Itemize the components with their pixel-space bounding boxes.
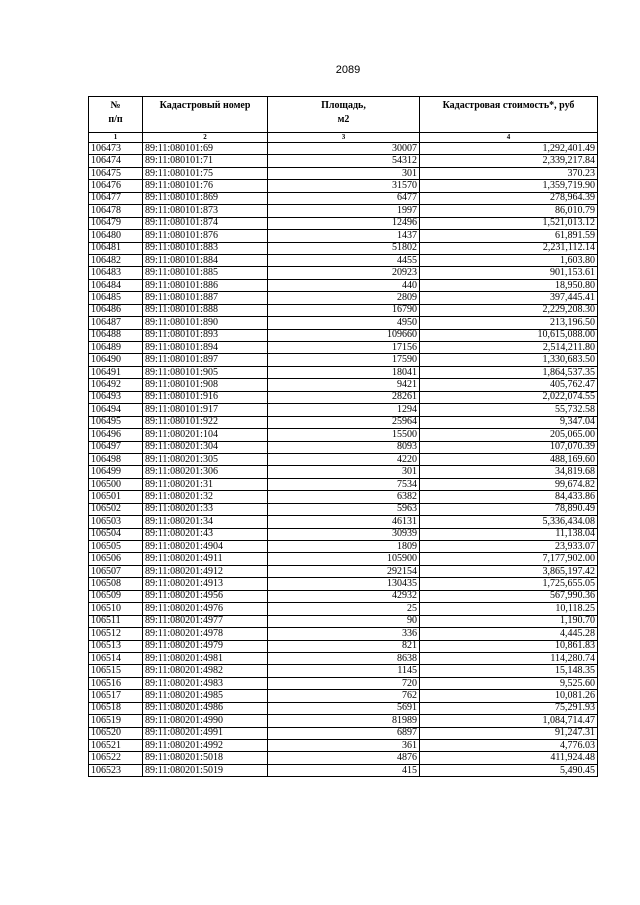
- row-index-cell: 106523: [89, 764, 143, 776]
- header-col-number-4: 4: [420, 133, 598, 143]
- row-index-cell: 106512: [89, 628, 143, 640]
- row-index-cell: 106521: [89, 740, 143, 752]
- header-area: Площадь, м2: [268, 97, 420, 133]
- table-row: [89, 491, 598, 503]
- cadastral-number-cell: 89:11:080101:888: [143, 304, 268, 316]
- cadastral-number-cell: 89:11:080201:4976: [143, 603, 268, 615]
- cost-cell: 84,433.86: [420, 491, 598, 503]
- row-index-cell: 106494: [89, 404, 143, 416]
- cost-cell: 78,890.49: [420, 503, 598, 515]
- table-row: [89, 180, 598, 192]
- row-index-cell: 106474: [89, 155, 143, 167]
- table-row: [89, 528, 598, 540]
- cost-cell: 4,445.28: [420, 628, 598, 640]
- table-row: [89, 565, 598, 577]
- cost-cell: 86,010.79: [420, 205, 598, 217]
- cost-cell: 901,153.61: [420, 267, 598, 279]
- header-col-number-2: 2: [143, 133, 268, 143]
- row-index-cell: 106492: [89, 379, 143, 391]
- row-index-cell: 106510: [89, 603, 143, 615]
- cost-cell: 9,525.60: [420, 677, 598, 689]
- cadastral-number-cell: 89:11:080201:4981: [143, 652, 268, 664]
- cadastral-number-cell: 89:11:080201:32: [143, 491, 268, 503]
- cost-cell: 114,280.74: [420, 652, 598, 664]
- cadastral-number-cell: 89:11:080101:883: [143, 242, 268, 254]
- table-row: [89, 727, 598, 739]
- row-index-cell: 106483: [89, 267, 143, 279]
- cadastral-number-cell: 89:11:080101:75: [143, 167, 268, 179]
- cost-cell: 5,336,434.08: [420, 516, 598, 528]
- area-cell: 90: [268, 615, 420, 627]
- area-cell: 5963: [268, 503, 420, 515]
- cost-cell: 1,521,013.12: [420, 217, 598, 229]
- row-index-cell: 106476: [89, 180, 143, 192]
- area-cell: 17590: [268, 354, 420, 366]
- cadastral-number-cell: 89:11:080201:34: [143, 516, 268, 528]
- table-row: [89, 366, 598, 378]
- cost-cell: 405,762.47: [420, 379, 598, 391]
- cost-cell: 488,169.60: [420, 453, 598, 465]
- cost-cell: 107,070.39: [420, 441, 598, 453]
- table-row: [89, 391, 598, 403]
- area-cell: 28261: [268, 391, 420, 403]
- area-cell: 415: [268, 764, 420, 776]
- cadastral-number-cell: 89:11:080101:873: [143, 205, 268, 217]
- area-cell: 6477: [268, 192, 420, 204]
- table-row: [89, 416, 598, 428]
- cadastral-number-cell: 89:11:080101:917: [143, 404, 268, 416]
- area-cell: 1997: [268, 205, 420, 217]
- row-index-cell: 106520: [89, 727, 143, 739]
- cadastral-number-cell: 89:11:080201:4983: [143, 677, 268, 689]
- cost-cell: 75,291.93: [420, 702, 598, 714]
- row-index-cell: 106495: [89, 416, 143, 428]
- cost-cell: 91,247.31: [420, 727, 598, 739]
- cost-cell: 5,490.45: [420, 764, 598, 776]
- row-index-cell: 106519: [89, 715, 143, 727]
- area-cell: 292154: [268, 565, 420, 577]
- area-cell: 25: [268, 603, 420, 615]
- table-row: [89, 304, 598, 316]
- row-index-cell: 106475: [89, 167, 143, 179]
- cadastral-number-cell: 89:11:080201:43: [143, 528, 268, 540]
- cost-cell: 10,118.25: [420, 603, 598, 615]
- row-index-cell: 106515: [89, 665, 143, 677]
- area-cell: 4950: [268, 317, 420, 329]
- table-row: [89, 752, 598, 764]
- area-cell: 1145: [268, 665, 420, 677]
- area-cell: 109660: [268, 329, 420, 341]
- table-row: [89, 429, 598, 441]
- area-cell: 15500: [268, 429, 420, 441]
- row-index-cell: 106507: [89, 565, 143, 577]
- row-index-cell: 106522: [89, 752, 143, 764]
- cost-cell: 205,065.00: [420, 429, 598, 441]
- table-row: [89, 578, 598, 590]
- area-cell: 7534: [268, 478, 420, 490]
- area-cell: 1809: [268, 541, 420, 553]
- cadastral-number-cell: 89:11:080201:305: [143, 453, 268, 465]
- table-row: [89, 466, 598, 478]
- cadastral-number-cell: 89:11:080201:4986: [143, 702, 268, 714]
- cadastral-number-cell: 89:11:080201:4978: [143, 628, 268, 640]
- cost-cell: 15,148.35: [420, 665, 598, 677]
- cadastral-number-cell: 89:11:080201:4911: [143, 553, 268, 565]
- cadastral-number-cell: 89:11:080201:4913: [143, 578, 268, 590]
- cadastral-number-cell: 89:11:080201:33: [143, 503, 268, 515]
- cost-cell: 1,330,683.50: [420, 354, 598, 366]
- row-index-cell: 106473: [89, 143, 143, 155]
- row-index-cell: 106491: [89, 366, 143, 378]
- table-row: [89, 628, 598, 640]
- row-index-cell: 106489: [89, 342, 143, 354]
- area-cell: 46131: [268, 516, 420, 528]
- area-cell: 2809: [268, 292, 420, 304]
- area-cell: 821: [268, 640, 420, 652]
- header-cadastral-number: Кадастровый номер: [143, 97, 268, 133]
- row-index-cell: 106505: [89, 541, 143, 553]
- cost-cell: 1,864,537.35: [420, 366, 598, 378]
- cost-cell: 370.23: [420, 167, 598, 179]
- row-index-cell: 106509: [89, 590, 143, 602]
- row-index-cell: 106490: [89, 354, 143, 366]
- table-row: [89, 665, 598, 677]
- area-cell: 42932: [268, 590, 420, 602]
- cost-cell: 10,615,088.00: [420, 329, 598, 341]
- table-row: [89, 267, 598, 279]
- row-index-cell: 106508: [89, 578, 143, 590]
- cadastral-number-cell: 89:11:080101:69: [143, 143, 268, 155]
- table-row: [89, 677, 598, 689]
- cost-cell: 2,229,208.30: [420, 304, 598, 316]
- cadastral-number-cell: 89:11:080201:4982: [143, 665, 268, 677]
- row-index-cell: 106498: [89, 453, 143, 465]
- area-cell: 20923: [268, 267, 420, 279]
- cadastral-number-cell: 89:11:080101:887: [143, 292, 268, 304]
- cadastral-number-cell: 89:11:080201:4904: [143, 541, 268, 553]
- row-index-cell: 106485: [89, 292, 143, 304]
- cadastral-number-cell: 89:11:080101:869: [143, 192, 268, 204]
- row-index-cell: 106487: [89, 317, 143, 329]
- row-index-cell: 106500: [89, 478, 143, 490]
- table-row: [89, 354, 598, 366]
- cost-cell: 11,138.04: [420, 528, 598, 540]
- header-col-number-3: 3: [268, 133, 420, 143]
- cost-cell: 567,990.36: [420, 590, 598, 602]
- cadastral-number-cell: 89:11:080101:897: [143, 354, 268, 366]
- table-row: [89, 690, 598, 702]
- table-row: [89, 615, 598, 627]
- area-cell: 5691: [268, 702, 420, 714]
- cadastral-number-cell: 89:11:080101:890: [143, 317, 268, 329]
- area-cell: 301: [268, 167, 420, 179]
- row-index-cell: 106499: [89, 466, 143, 478]
- table-row: [89, 441, 598, 453]
- cadastral-number-cell: 89:11:080201:4979: [143, 640, 268, 652]
- row-index-cell: 106511: [89, 615, 143, 627]
- cost-cell: 23,933.07: [420, 541, 598, 553]
- table-row: [89, 205, 598, 217]
- cadastral-number-cell: 89:11:080201:4990: [143, 715, 268, 727]
- table-row: [89, 242, 598, 254]
- area-cell: 6897: [268, 727, 420, 739]
- table-row: [89, 317, 598, 329]
- cost-cell: 1,084,714.47: [420, 715, 598, 727]
- cost-cell: 2,022,074.55: [420, 391, 598, 403]
- table-row: [89, 590, 598, 602]
- cadastral-number-cell: 89:11:080201:4912: [143, 565, 268, 577]
- cadastral-number-cell: 89:11:080101:893: [143, 329, 268, 341]
- cost-cell: 10,081.26: [420, 690, 598, 702]
- row-index-cell: 106516: [89, 677, 143, 689]
- header-col-number-1: 1: [89, 133, 143, 143]
- cost-cell: 2,339,217.84: [420, 155, 598, 167]
- area-cell: 30939: [268, 528, 420, 540]
- cadastral-number-cell: 89:11:080201:4991: [143, 727, 268, 739]
- row-index-cell: 106518: [89, 702, 143, 714]
- cost-cell: 9,347.04: [420, 416, 598, 428]
- area-cell: 16790: [268, 304, 420, 316]
- area-cell: 6382: [268, 491, 420, 503]
- cost-cell: 1,190.70: [420, 615, 598, 627]
- row-index-cell: 106486: [89, 304, 143, 316]
- row-index-cell: 106481: [89, 242, 143, 254]
- area-cell: 8093: [268, 441, 420, 453]
- table-body: [89, 143, 598, 777]
- cadastral-number-cell: 89:11:080201:5019: [143, 764, 268, 776]
- cadastral-number-cell: 89:11:080201:4977: [143, 615, 268, 627]
- row-index-cell: 106501: [89, 491, 143, 503]
- area-cell: 31570: [268, 180, 420, 192]
- table-row: [89, 342, 598, 354]
- cadastral-number-cell: 89:11:080201:5018: [143, 752, 268, 764]
- area-cell: 9421: [268, 379, 420, 391]
- row-index-cell: 106517: [89, 690, 143, 702]
- area-cell: 4220: [268, 453, 420, 465]
- cadastral-number-cell: 89:11:080101:916: [143, 391, 268, 403]
- cost-cell: 4,776.03: [420, 740, 598, 752]
- cost-cell: 2,231,112.14: [420, 242, 598, 254]
- header-index-no: № п/п: [89, 97, 143, 133]
- area-cell: 762: [268, 690, 420, 702]
- area-cell: 81989: [268, 715, 420, 727]
- cadastral-number-cell: 89:11:080201:4956: [143, 590, 268, 602]
- table-row: [89, 652, 598, 664]
- cost-cell: 18,950.80: [420, 279, 598, 291]
- row-index-cell: 106478: [89, 205, 143, 217]
- cadastral-number-cell: 89:11:080101:71: [143, 155, 268, 167]
- area-cell: 105900: [268, 553, 420, 565]
- table-row: [89, 764, 598, 776]
- row-index-cell: 106493: [89, 391, 143, 403]
- table-row: [89, 192, 598, 204]
- cadastral-number-cell: 89:11:080201:304: [143, 441, 268, 453]
- table-row: [89, 541, 598, 553]
- table-row: [89, 217, 598, 229]
- cadastral-number-cell: 89:11:080101:76: [143, 180, 268, 192]
- row-index-cell: 106506: [89, 553, 143, 565]
- table-row: [89, 553, 598, 565]
- cost-cell: 1,725,655.05: [420, 578, 598, 590]
- cadastral-number-cell: 89:11:080201:4992: [143, 740, 268, 752]
- table-row: [89, 516, 598, 528]
- table-row: [89, 715, 598, 727]
- cost-cell: 213,196.50: [420, 317, 598, 329]
- table-row: [89, 279, 598, 291]
- area-cell: 361: [268, 740, 420, 752]
- area-cell: 30007: [268, 143, 420, 155]
- table-row: [89, 155, 598, 167]
- area-cell: 25964: [268, 416, 420, 428]
- cost-cell: 2,514,211.80: [420, 342, 598, 354]
- table-row: [89, 404, 598, 416]
- area-cell: 1437: [268, 230, 420, 242]
- cadastral-number-cell: 89:11:080201:306: [143, 466, 268, 478]
- cadastral-number-cell: 89:11:080101:894: [143, 342, 268, 354]
- table-row: [89, 329, 598, 341]
- row-index-cell: 106497: [89, 441, 143, 453]
- cost-cell: 55,732.58: [420, 404, 598, 416]
- area-cell: 8638: [268, 652, 420, 664]
- cadastral-number-cell: 89:11:080101:905: [143, 366, 268, 378]
- area-cell: 4876: [268, 752, 420, 764]
- table-row: [89, 143, 598, 155]
- area-cell: 1294: [268, 404, 420, 416]
- cadastral-number-cell: 89:11:080101:886: [143, 279, 268, 291]
- cost-cell: 397,445.41: [420, 292, 598, 304]
- area-cell: 17156: [268, 342, 420, 354]
- row-index-cell: 106482: [89, 254, 143, 266]
- area-cell: 130435: [268, 578, 420, 590]
- row-index-cell: 106484: [89, 279, 143, 291]
- row-index-cell: 106514: [89, 652, 143, 664]
- row-index-cell: 106513: [89, 640, 143, 652]
- area-cell: 18041: [268, 366, 420, 378]
- area-cell: 301: [268, 466, 420, 478]
- table-row: [89, 230, 598, 242]
- cadastral-number-cell: 89:11:080101:884: [143, 254, 268, 266]
- row-index-cell: 106502: [89, 503, 143, 515]
- table-row: [89, 292, 598, 304]
- cost-cell: 7,177,902.00: [420, 553, 598, 565]
- table-row: [89, 254, 598, 266]
- table-row: [89, 478, 598, 490]
- page-number: 2089: [335, 64, 361, 76]
- table-row: [89, 603, 598, 615]
- cost-cell: 34,819.68: [420, 466, 598, 478]
- area-cell: 12496: [268, 217, 420, 229]
- row-index-cell: 106504: [89, 528, 143, 540]
- cost-cell: 411,924.48: [420, 752, 598, 764]
- row-index-cell: 106480: [89, 230, 143, 242]
- area-cell: 51802: [268, 242, 420, 254]
- cost-cell: 3,865,197.42: [420, 565, 598, 577]
- header-cadastral-cost: Кадастровая стоимость*, руб: [420, 97, 598, 133]
- cadastral-number-cell: 89:11:080101:876: [143, 230, 268, 242]
- cadastral-number-cell: 89:11:080101:885: [143, 267, 268, 279]
- cost-cell: 61,891.59: [420, 230, 598, 242]
- area-cell: 4455: [268, 254, 420, 266]
- table-row: [89, 167, 598, 179]
- table-row: [89, 740, 598, 752]
- row-index-cell: 106479: [89, 217, 143, 229]
- cadastral-number-cell: 89:11:080201:4985: [143, 690, 268, 702]
- cost-cell: 278,964.39: [420, 192, 598, 204]
- cadastral-number-cell: 89:11:080201:31: [143, 478, 268, 490]
- table-row: [89, 702, 598, 714]
- cost-cell: 1,603.80: [420, 254, 598, 266]
- row-index-cell: 106477: [89, 192, 143, 204]
- table-row: [89, 640, 598, 652]
- area-cell: 440: [268, 279, 420, 291]
- cadastral-table: [88, 96, 598, 777]
- cadastral-number-cell: 89:11:080201:104: [143, 429, 268, 441]
- cost-cell: 1,359,719.90: [420, 180, 598, 192]
- table-row: [89, 503, 598, 515]
- cost-cell: 1,292,401.49: [420, 143, 598, 155]
- cadastral-number-cell: 89:11:080101:922: [143, 416, 268, 428]
- row-index-cell: 106488: [89, 329, 143, 341]
- row-index-cell: 106503: [89, 516, 143, 528]
- cadastral-number-cell: 89:11:080101:874: [143, 217, 268, 229]
- table-row: [89, 379, 598, 391]
- area-cell: 54312: [268, 155, 420, 167]
- cost-cell: 99,674.82: [420, 478, 598, 490]
- area-cell: 336: [268, 628, 420, 640]
- cadastral-number-cell: 89:11:080101:908: [143, 379, 268, 391]
- area-cell: 720: [268, 677, 420, 689]
- row-index-cell: 106496: [89, 429, 143, 441]
- cost-cell: 10,861.83: [420, 640, 598, 652]
- table-row: [89, 453, 598, 465]
- table-header: [89, 97, 598, 143]
